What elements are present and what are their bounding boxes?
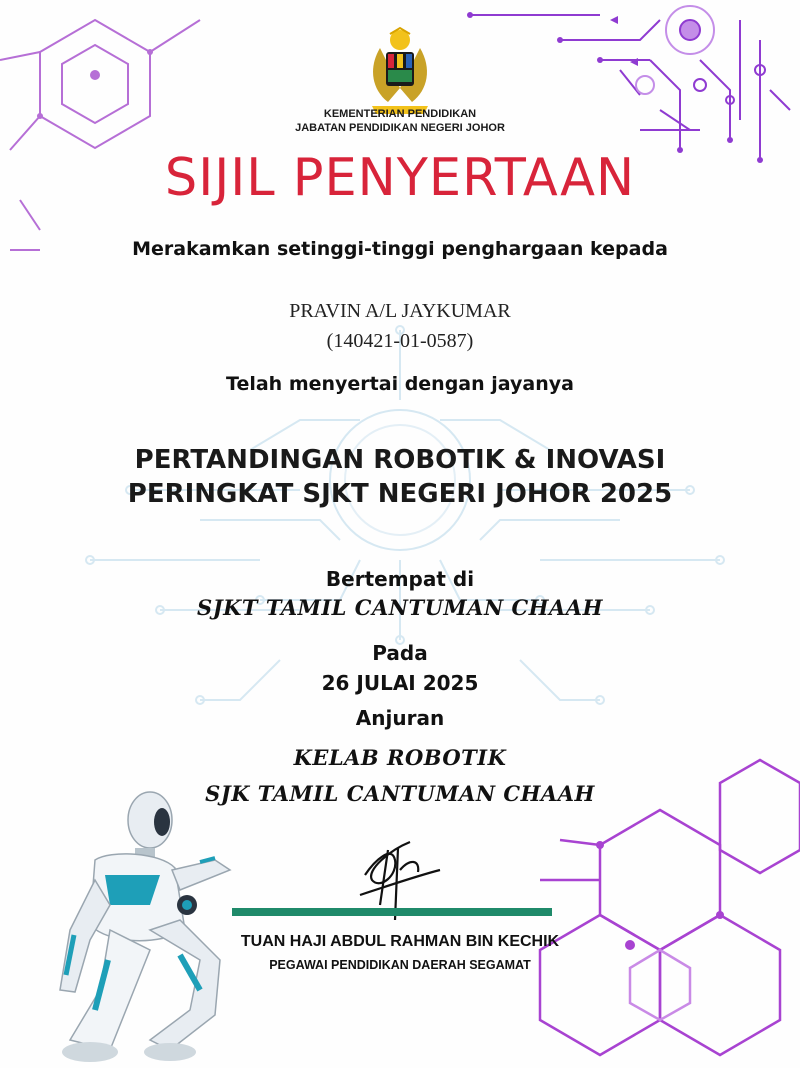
certificate-title: SIJIL PENYERTAAN: [164, 148, 636, 208]
organizer-label: Anjuran: [355, 706, 445, 730]
signer-title: PEGAWAI PENDIDIKAN DAERAH SEGAMAT: [269, 958, 531, 972]
event-name-line2: PERINGKAT SJKT NEGERI JOHOR 2025: [127, 479, 673, 509]
date-label: Pada: [372, 641, 428, 665]
circuit-topright: [470, 6, 790, 160]
ministry-line1: KEMENTERIAN PENDIDIKAN: [323, 108, 477, 120]
participation-text: Telah menyertai dengan jayanya: [226, 373, 574, 395]
signature-line: [232, 908, 552, 916]
circuit-topright-dots: [467, 12, 763, 163]
venue-name: SJKT TAMIL CANTUMAN CHAAH: [197, 595, 603, 620]
robot-illustration: [60, 792, 230, 1062]
coat-of-arms-emblem: [372, 28, 428, 114]
signer-name: TUAN HAJI ABDUL RAHMAN BIN KECHIK: [240, 933, 560, 950]
recipient-id: (140421-01-0587): [326, 330, 474, 352]
intro-text: Merakamkan setinggi-tinggi penghargaan kepada: [132, 238, 668, 260]
organizer-line2: SJK TAMIL CANTUMAN CHAAH: [205, 781, 595, 806]
hexagon-topleft: [0, 20, 200, 250]
event-name-line1: PERTANDINGAN ROBOTIK & INOVASI: [134, 445, 666, 475]
organizer-line1: KELAB ROBOTIK: [293, 745, 507, 770]
ministry-line2: JABATAN PENDIDIKAN NEGERI JOHOR: [295, 122, 505, 134]
venue-label: Bertempat di: [325, 567, 475, 591]
event-date: 26 JULAI 2025: [321, 671, 479, 695]
recipient-name: PRAVIN A/L JAYKUMAR: [289, 300, 511, 322]
